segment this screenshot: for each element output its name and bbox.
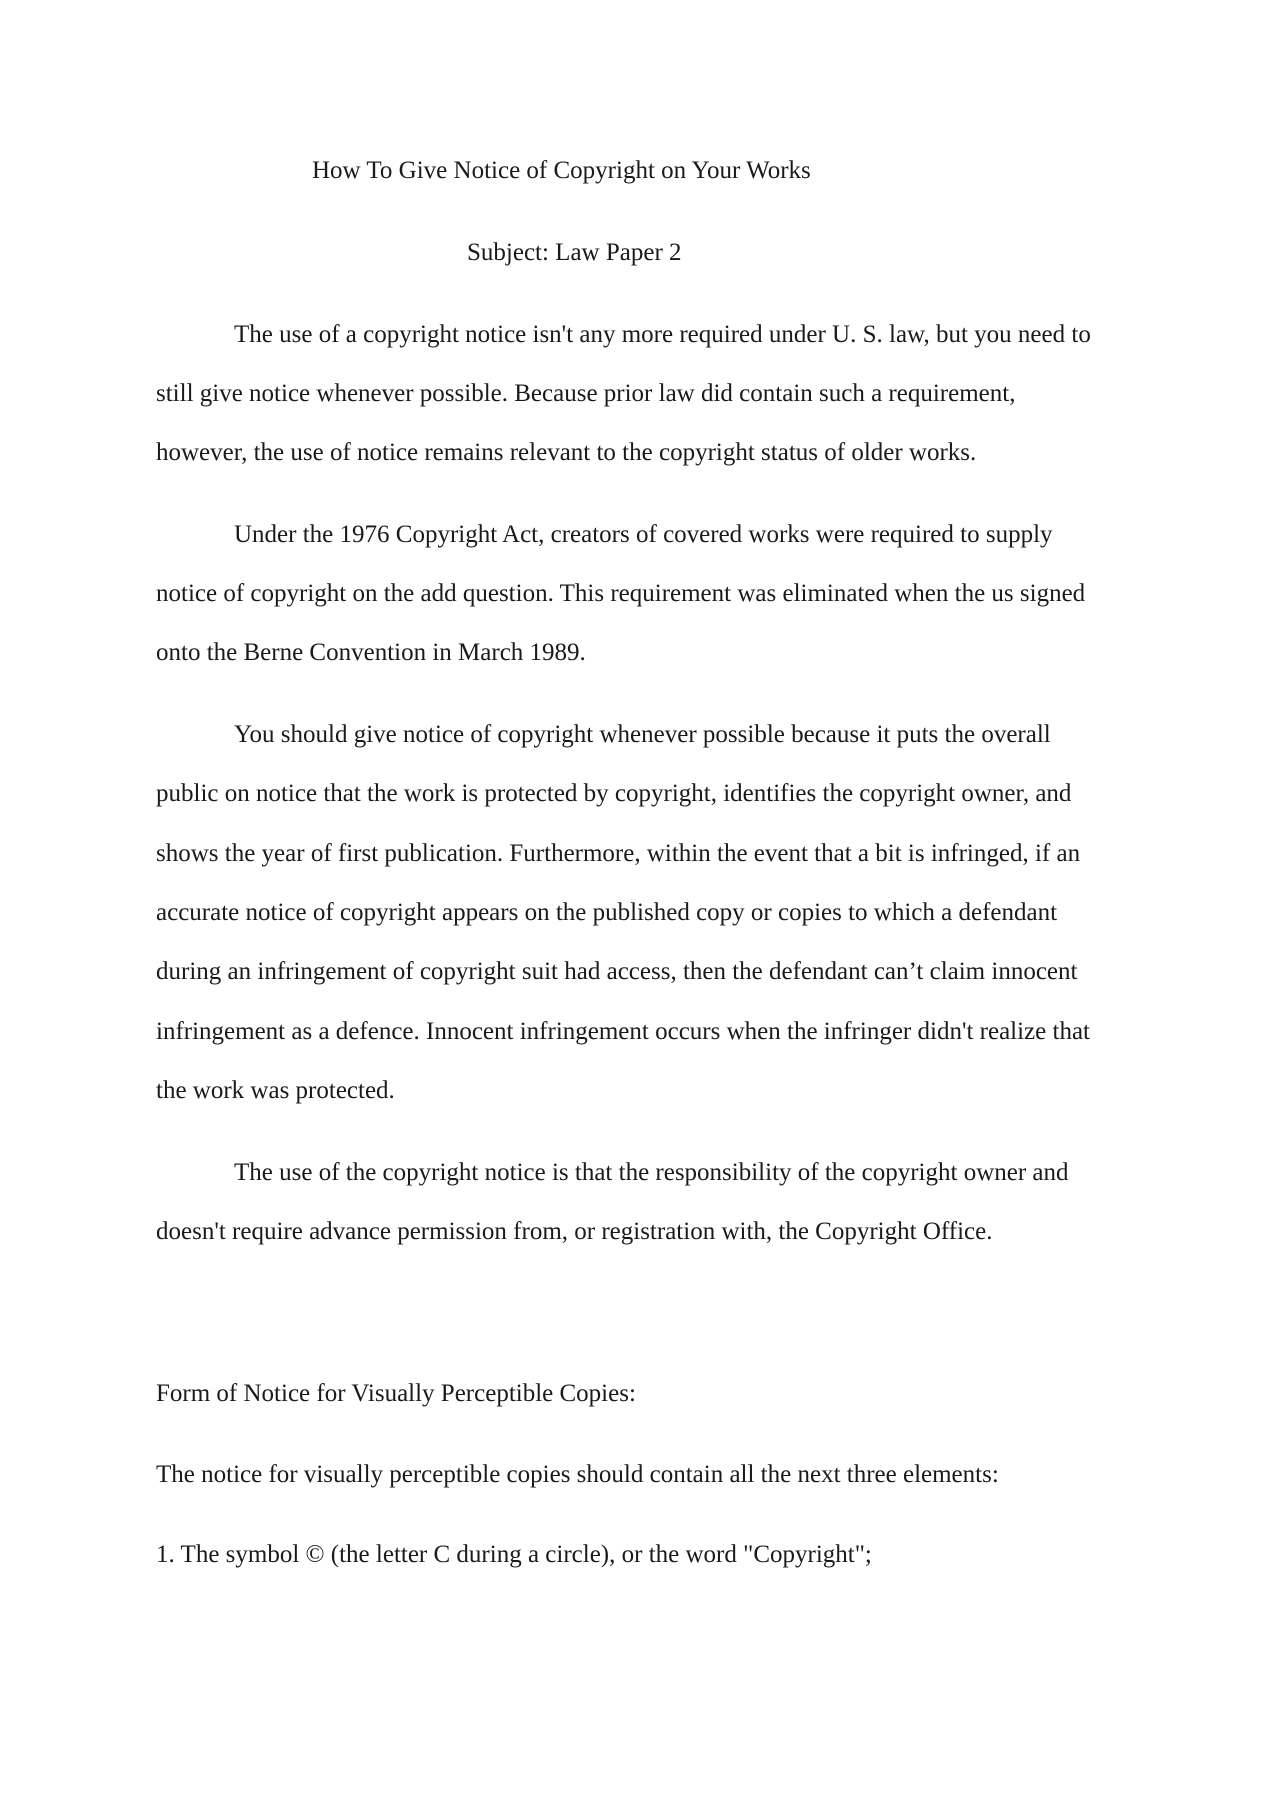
paragraph-line: You should give notice of copyright whenever possible because it puts the overall <box>234 721 1051 748</box>
list-item-1: 1. The symbol © (the letter C during a circle), or the word "Copyright"; <box>156 1541 872 1568</box>
paragraph-line: doesn't require advance permission from, or registration with, the Copyright Office. <box>156 1218 993 1245</box>
paragraph-line: Under the 1976 Copyright Act, creators of covered works were required to supply <box>234 521 1053 548</box>
paragraph-line: the work was protected. <box>156 1077 395 1104</box>
section-intro: The notice for visually perceptible copies should contain all the next three elements: <box>156 1461 999 1488</box>
paragraph-line: shows the year of first publication. Furthermore, within the event that a bit is infringed, if an <box>156 840 1081 867</box>
paragraph-line: public on notice that the work is protected by copyright, identifies the copyright owner, and <box>156 780 1072 807</box>
paragraph-line: accurate notice of copyright appears on the published copy or copies to which a defendant <box>156 899 1058 926</box>
paragraph-line: The use of a copyright notice isn't any more required under U. S. law, but you need to <box>234 321 1091 348</box>
paragraph-line: notice of copyright on the add question. This requirement was eliminated when the us signed <box>156 580 1086 607</box>
paragraph-line: however, the use of notice remains relevant to the copyright status of older works. <box>156 439 977 466</box>
paragraph-line: still give notice whenever possible. Because prior law did contain such a requirement, <box>156 380 1016 407</box>
section-heading: Form of Notice for Visually Perceptible Copies: <box>156 1380 636 1407</box>
paragraph-line: The use of the copyright notice is that the responsibility of the copyright owner and <box>234 1159 1069 1186</box>
paragraph-line: during an infringement of copyright suit had access, then the defendant can’t claim innocent <box>156 958 1078 985</box>
document-subject: Subject: Law Paper 2 <box>467 239 682 266</box>
paragraph-line: onto the Berne Convention in March 1989. <box>156 639 586 666</box>
document-title: How To Give Notice of Copyright on Your Works <box>312 157 811 184</box>
paragraph-line: infringement as a defence. Innocent infringement occurs when the infringer didn't realize that <box>156 1018 1090 1045</box>
